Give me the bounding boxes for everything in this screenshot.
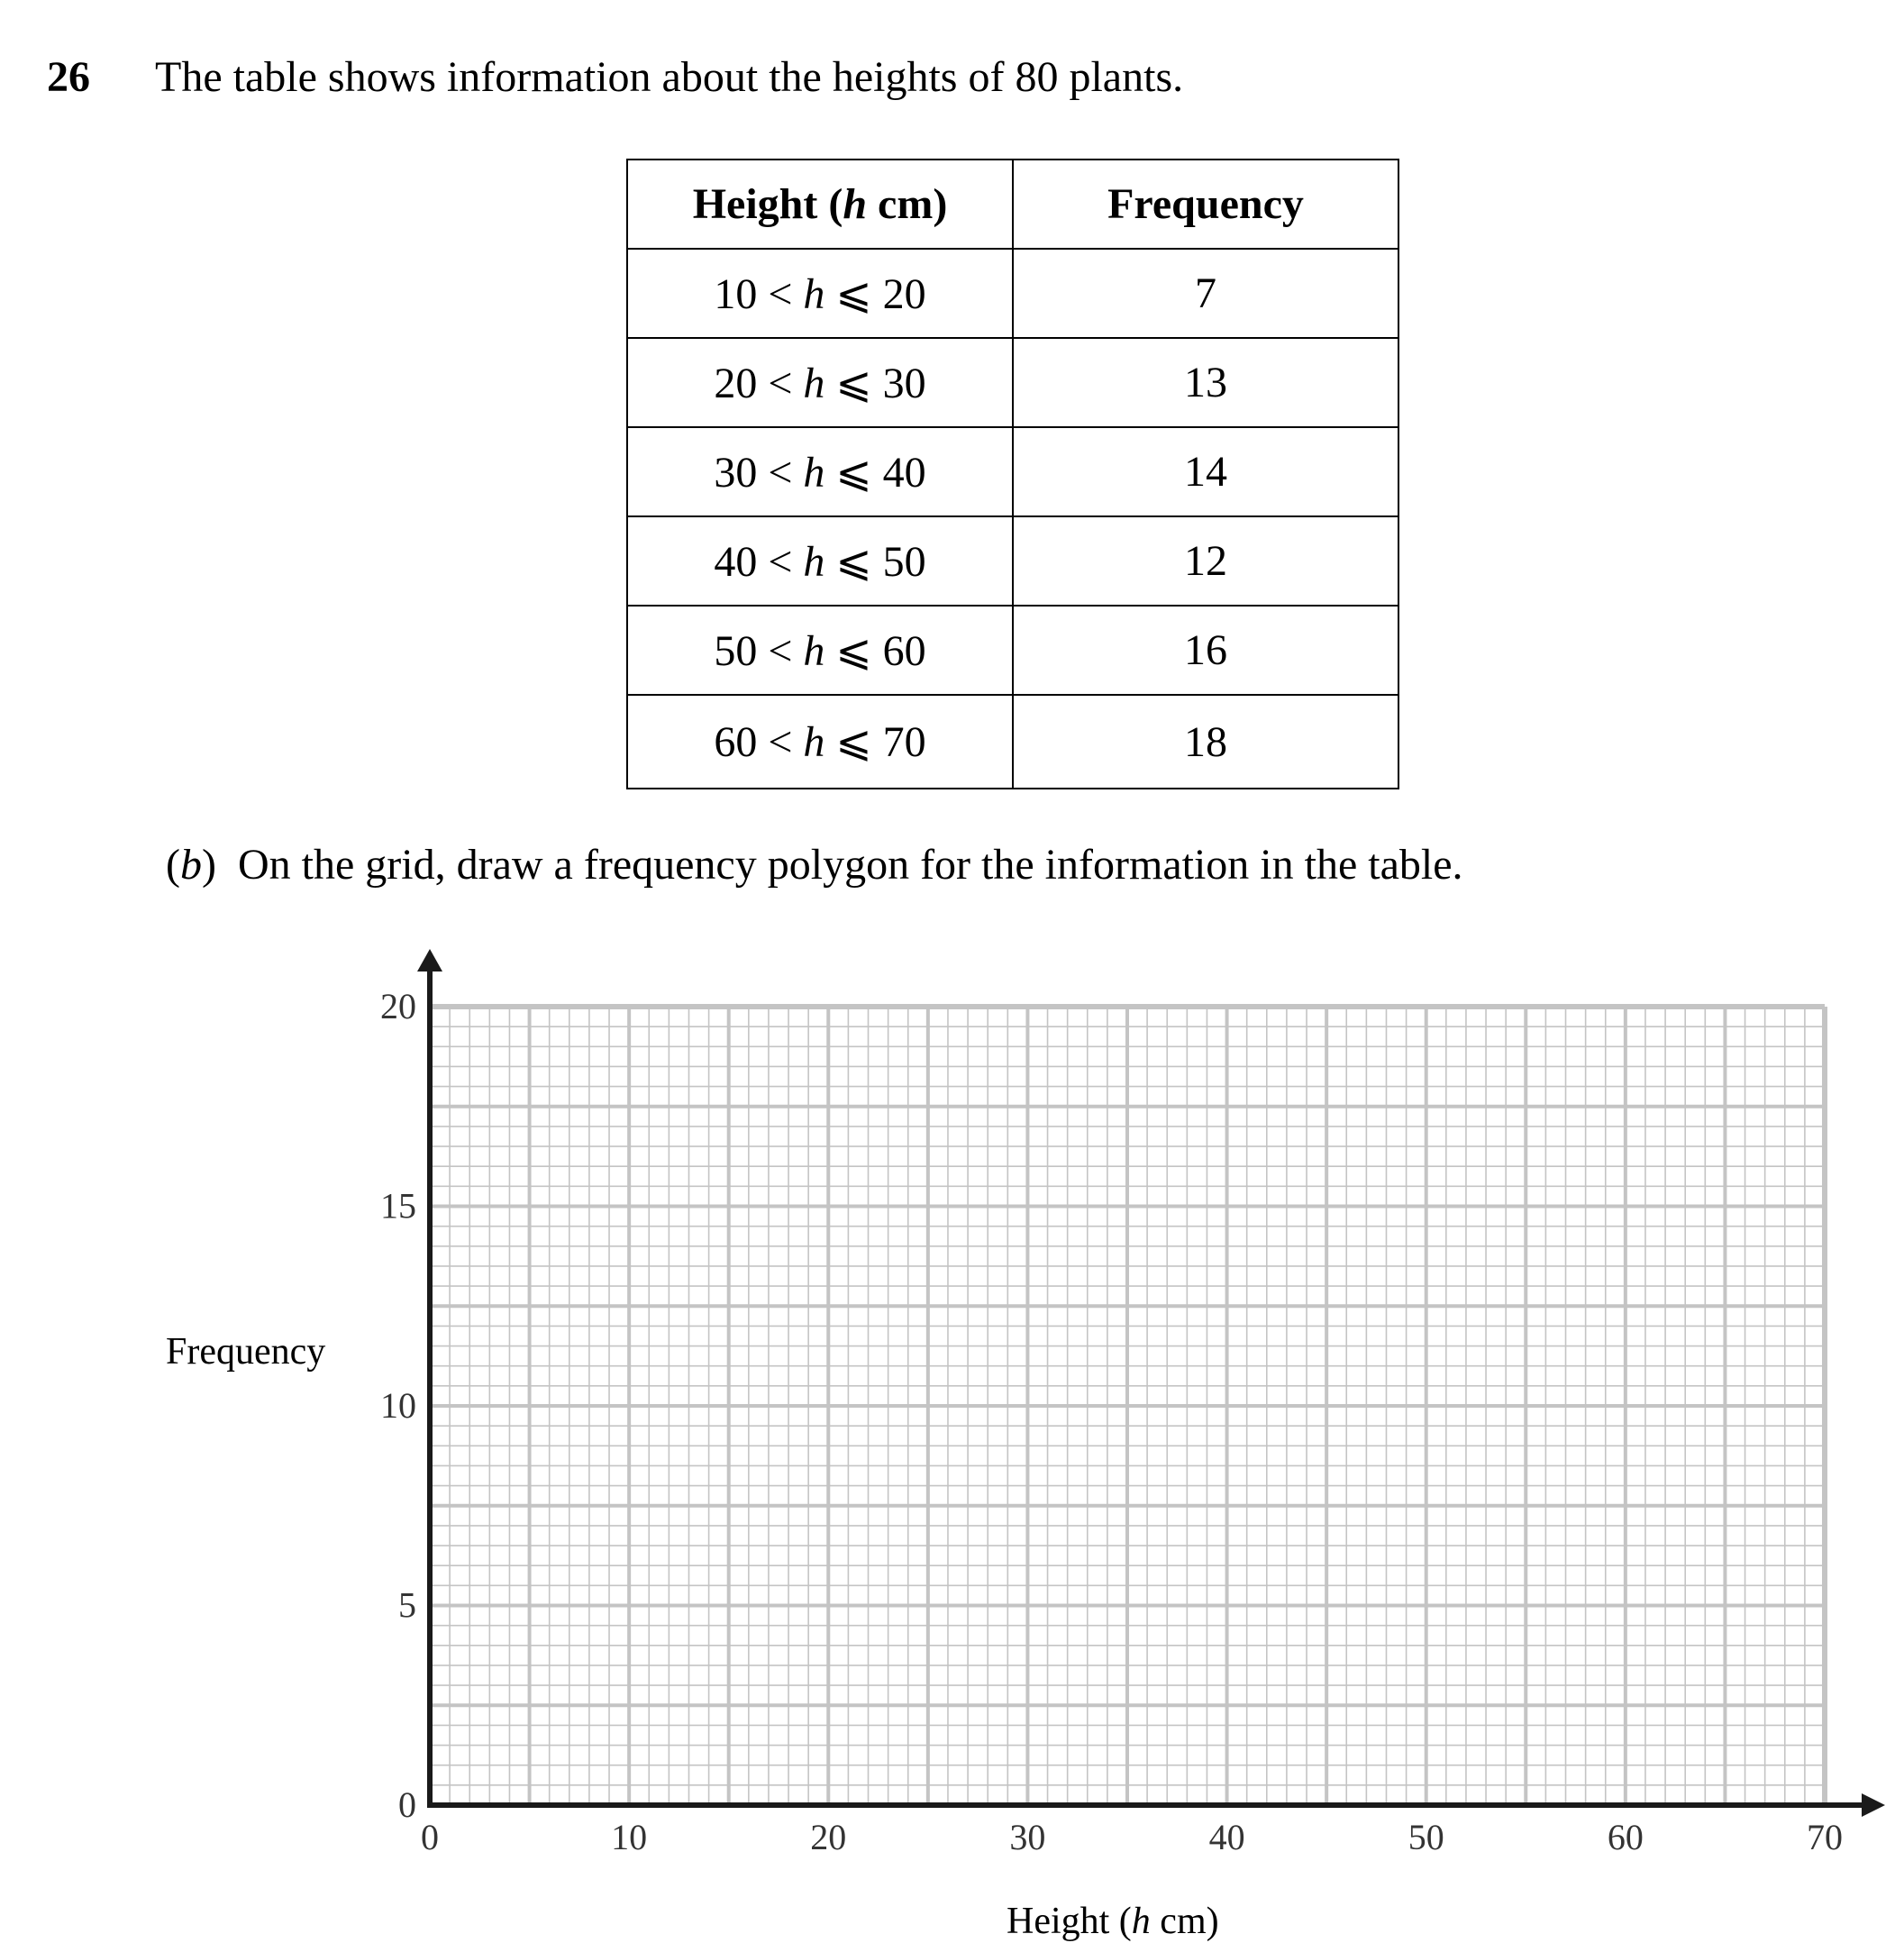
x-tick-label: 0 xyxy=(421,1817,439,1857)
height-interval-cell: 30 < h ⩽ 40 xyxy=(627,427,1013,516)
x-tick-label: 60 xyxy=(1607,1817,1644,1857)
y-tick-label: 10 xyxy=(380,1385,416,1426)
height-interval-cell: 20 < h ⩽ 30 xyxy=(627,338,1013,427)
x-tick-label: 20 xyxy=(810,1817,847,1857)
height-interval-cell: 40 < h ⩽ 50 xyxy=(627,516,1013,606)
height-interval-cell: 60 < h ⩽ 70 xyxy=(627,695,1013,789)
y-tick-label: 20 xyxy=(380,986,416,1026)
frequency-cell: 7 xyxy=(1013,249,1398,338)
x-tick-label: 30 xyxy=(1009,1817,1046,1857)
frequency-cell: 18 xyxy=(1013,695,1398,789)
height-interval-cell: 10 < h ⩽ 20 xyxy=(627,249,1013,338)
frequency-column-header: Frequency xyxy=(1013,160,1398,249)
part-b-prompt: (b) On the grid, draw a frequency polygon for the information in the table. xyxy=(166,841,1463,889)
x-tick-label: 50 xyxy=(1408,1817,1444,1857)
x-tick-label: 40 xyxy=(1208,1817,1245,1857)
x-tick-label: 10 xyxy=(611,1817,648,1857)
x-axis-arrow-icon xyxy=(1862,1793,1885,1817)
height-column-header: Height (h cm) xyxy=(627,160,1013,249)
question-text: The table shows information about the heights of 80 plants. xyxy=(155,53,1184,101)
frequency-cell: 12 xyxy=(1013,516,1398,606)
frequency-cell: 16 xyxy=(1013,606,1398,695)
x-axis-label: Height (h cm) xyxy=(1007,1901,1219,1942)
y-tick-label: 5 xyxy=(398,1584,416,1626)
question-number: 26 xyxy=(47,53,90,101)
y-tick-label: 0 xyxy=(398,1784,416,1825)
y-axis-label: Frequency xyxy=(166,1331,326,1373)
y-axis-arrow-icon xyxy=(417,949,442,972)
frequency-cell: 14 xyxy=(1013,427,1398,516)
frequency-cell: 13 xyxy=(1013,338,1398,427)
y-tick-label: 15 xyxy=(380,1185,416,1227)
height-interval-cell: 50 < h ⩽ 60 xyxy=(627,606,1013,695)
x-tick-label: 70 xyxy=(1807,1817,1843,1857)
